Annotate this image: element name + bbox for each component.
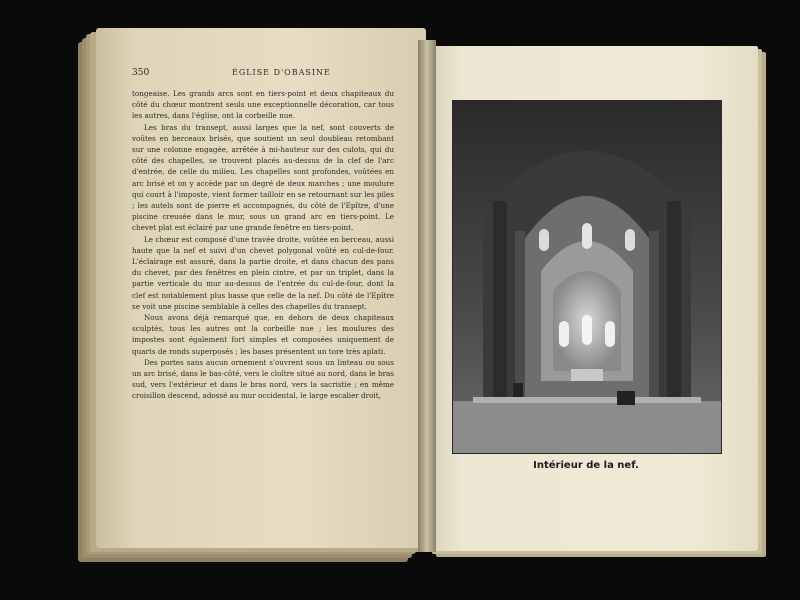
paragraph-3: Le chœur est composé d'une travée droite, voûtée en berceau, aussi haute que la nef et suivi d'un chevet polygonal voûté en cul-de-four. L'éclairage est assuré, dans la partie droite, et dans chacun des pans du chevet, par des fenêtres en plein cintre, et par un triplet, dans la partie verticale du mur au-dessus de l'entrée du cul-de-four, dont la clef est notablement plus basse que celle de la nef. Du côté de l'Epître se voit une piscine semblable à celles des chapelles du transept.	[132, 234, 394, 311]
church-nave-image	[453, 101, 721, 453]
church-interior-photo	[452, 100, 722, 454]
left-page-header	[132, 68, 402, 82]
photo-caption: Intérieur de la nef.	[533, 460, 639, 471]
left-page-body	[132, 88, 394, 528]
paragraph-2: Les bras du transept, aussi larges que la nef, sont couverts de voûtes en berceaux brisés, que soutient un seul doubleau retombant sur une colonne engagée, arrêtée à mi-hauteur sur des culots, qui du côté des chapelles, se trouvent placés au-dessus de la clef de l'arc d'entrée, de celle du milieu. Les chapelles sont profondes, voûtées en arc brisé et on y accède par un degré de deux marches ; une moulure qui court à l'imposte, vient former tailloir en se retournant sur les piles ; les autels sont de pierre et accompagnés, du côté de l'Epître, d'une piscine creusée dans le mur, sous un grand arc en tiers-point. Le chevet plat est éclairé par une grande fenêtre en tiers-point.	[132, 122, 394, 233]
book-spine	[418, 40, 436, 552]
paragraph-5: Des portes sans aucun ornement s'ouvrent sous un linteau ou sous un arc brisé, dans le bas-côté, vers le cloître situé au nord, dans le bras sud, vers l'extérieur et dans le bras nord, vers la sacristie ; en même croisillon descend, adossé au mur occidental, le large escalier droit,	[132, 357, 394, 401]
page-number: 350	[132, 68, 150, 78]
running-title: ÉGLISE D'OBASINE	[232, 68, 331, 77]
paragraph-1: tongeaise. Les grands arcs sont en tiers-point et deux chapiteaux du côté du chœur montrent seuls une exceptionnelle décoration, car tous les autres, dans l'église, ont la corbeille nue.	[132, 89, 394, 121]
paragraph-4: Nous avons déjà remarqué que, en dehors de deux chapiteaux sculptés, tous les autres ont la corbeille nue ; les moulures des impostes sont également fort simples et composées uniquement de quarts de ronds superposés ; les bases présentent un tore très aplati.	[132, 313, 394, 356]
